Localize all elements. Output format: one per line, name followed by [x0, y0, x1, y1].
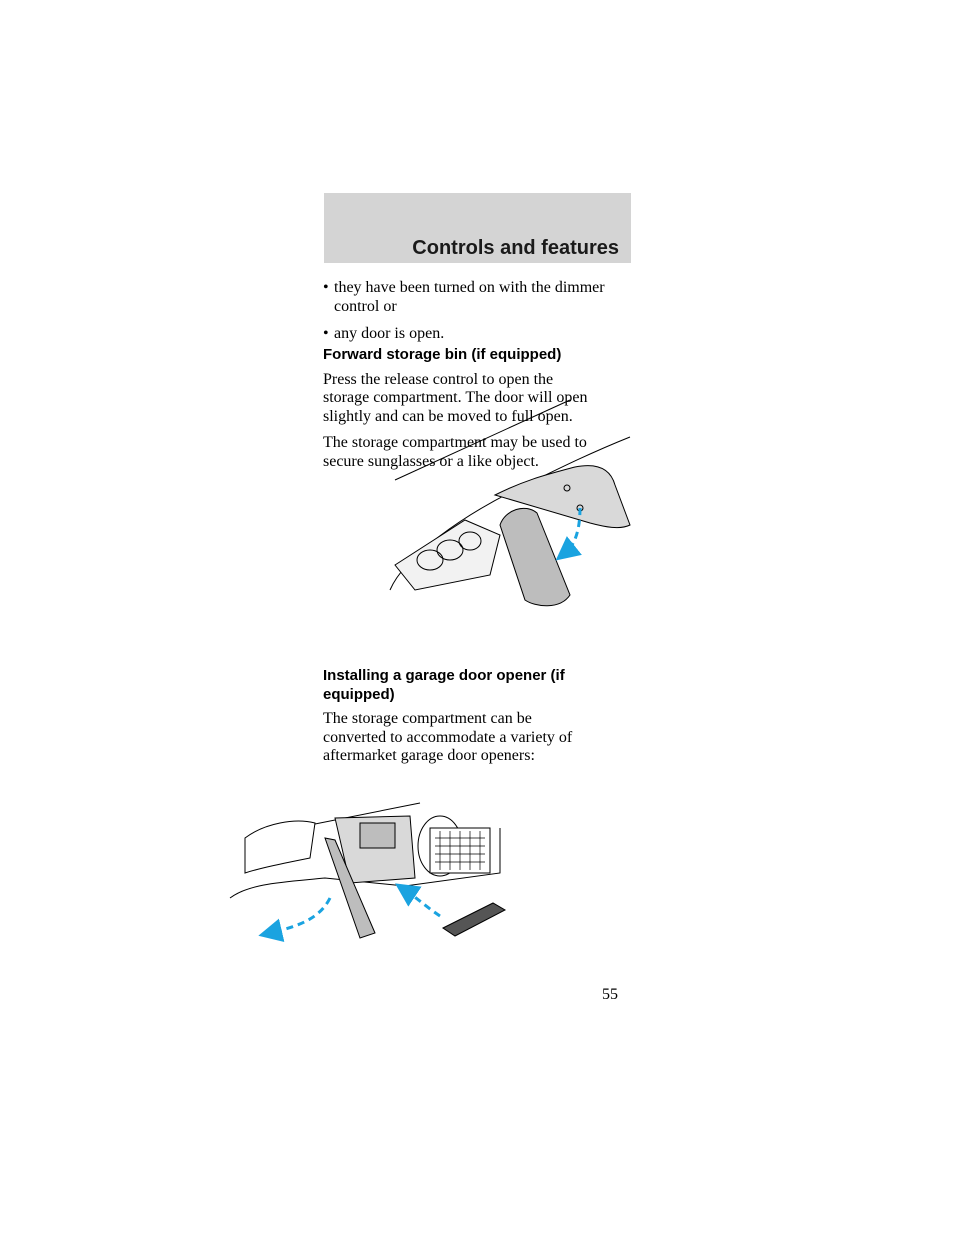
section-header-band	[324, 193, 631, 263]
list-item	[323, 279, 623, 316]
bullet-icon: •	[323, 325, 329, 342]
storage-bin-illustration	[375, 395, 635, 615]
garage-opener-illustration	[225, 798, 515, 946]
list-item	[323, 325, 623, 344]
bullet-icon: •	[323, 279, 329, 296]
bullet-list	[323, 279, 623, 353]
list-item-text: any door is open.	[334, 325, 445, 342]
paragraph: The storage compartment may be used to secure sunglasses or a like object.	[323, 434, 587, 470]
list-item-text: they have been turned on with the dimmer control or	[334, 279, 605, 315]
section-title: Controls and features	[412, 237, 619, 259]
section-heading: Installing a garage door opener (if equipped)	[323, 667, 565, 703]
section-garage-door-opener	[323, 667, 593, 774]
paragraph: The storage compartment can be converted to accommodate a variety of aftermarket garage door openers:	[323, 710, 573, 764]
paragraph: Press the release control to open the storage compartment. The door will open slightly and can be moved to full open.	[323, 370, 588, 425]
section-heading: Forward storage bin (if equipped)	[323, 346, 562, 363]
page-number: 55	[602, 986, 618, 1003]
